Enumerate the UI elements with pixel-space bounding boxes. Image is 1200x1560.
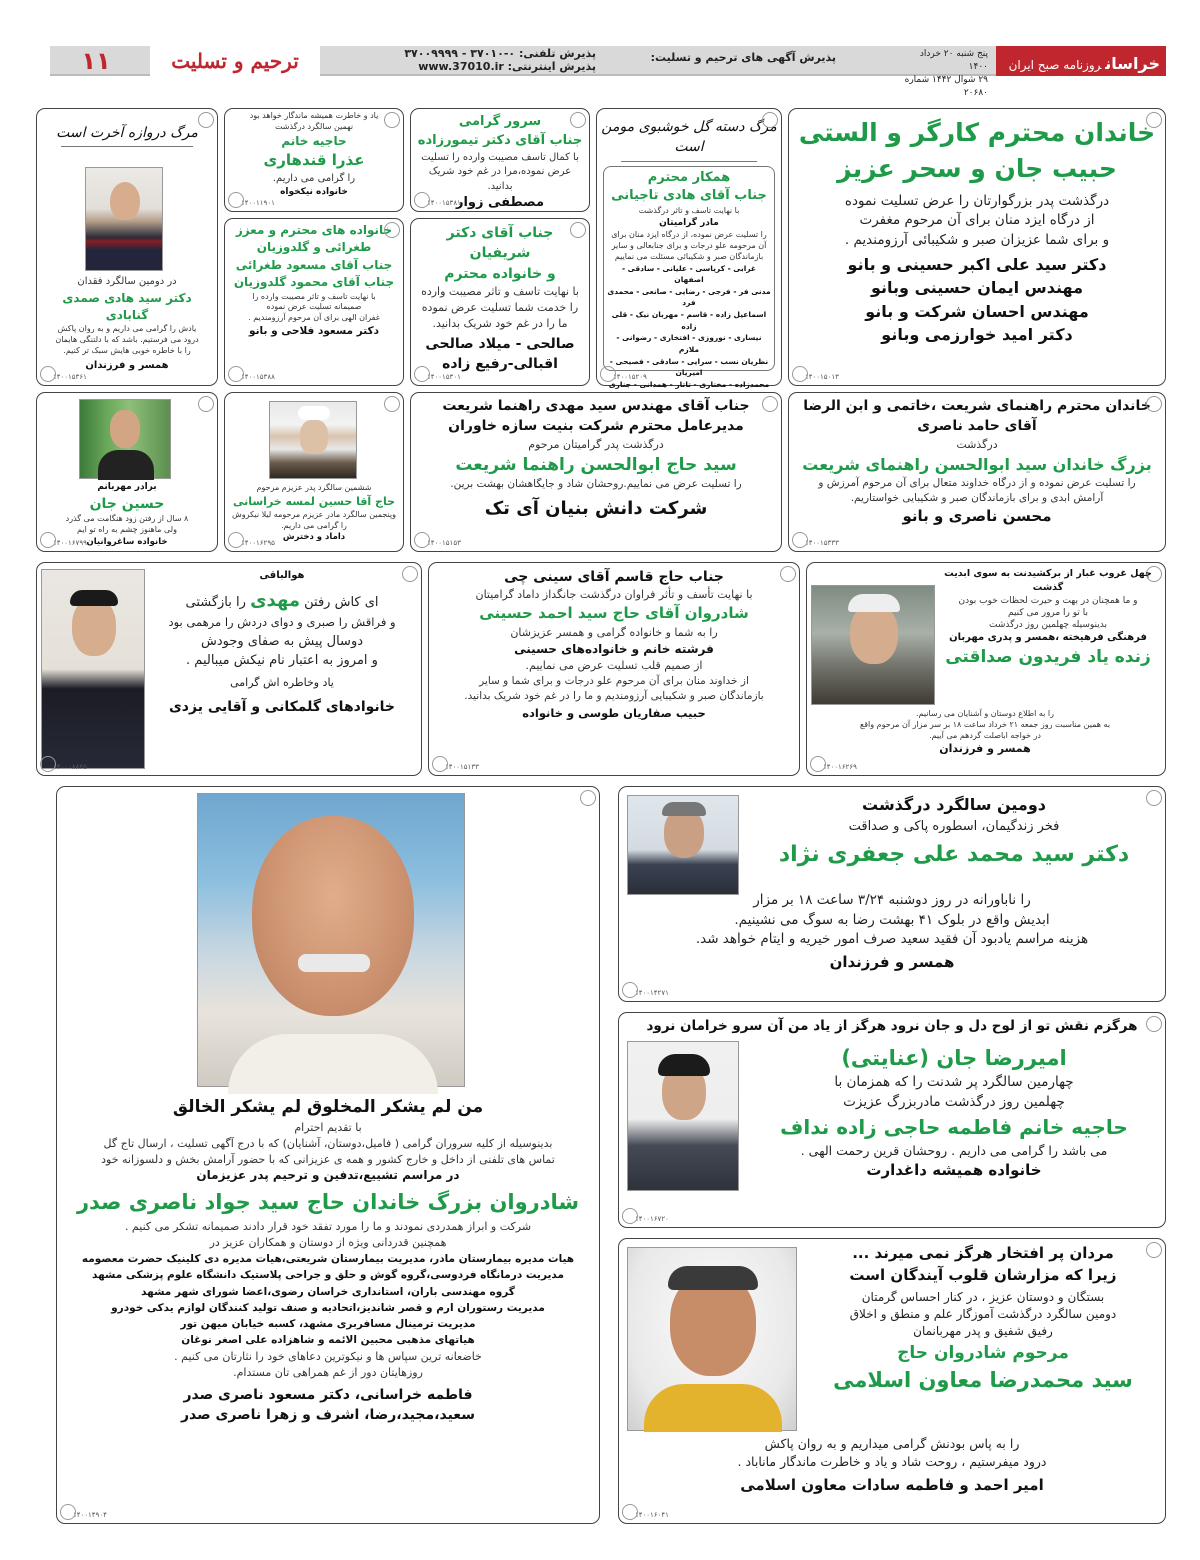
ad-text: و برای شما عزیزان صبر و شکیبائی آرزومندیم . <box>844 231 1110 248</box>
reception-label: پذیرش آگهی های ترحیم و تسلیت: <box>650 51 836 64</box>
ad-signature: محسن ناصری و بانو <box>902 507 1052 526</box>
ad-text: با تو را مرور می کنیم <box>1007 607 1089 618</box>
portrait-photo <box>85 167 163 271</box>
ad-code: ۱۴۰۰۱۵۲۰۹ <box>613 372 647 381</box>
ad-code: ۱۴۰۰۱۴۹۰۴ <box>73 1510 107 1519</box>
ad-text: رفیق شفیق و پدر مهربانمان <box>913 1324 1053 1339</box>
ad-text: از خداوند منان برای آن مرحوم علو درجات و برای شما و سایر <box>479 675 749 688</box>
ad-text: با تقدیم احترام <box>294 1120 362 1134</box>
ad-hossein-jan <box>36 392 218 552</box>
ad-title: دکتر سید هادی صمدی گنابادی <box>62 290 192 322</box>
ad-signature: مهندس احسان شرکت و بانو <box>865 301 1089 321</box>
ad-rahnama-shariat-1 <box>788 392 1166 552</box>
ad-text: دوسال پیش به صفای وجودش <box>200 634 364 650</box>
ad-signature: دکتر سید علی اکبر حسینی و بانو <box>847 255 1107 275</box>
ad-text: را گرامی می داریم. <box>272 172 356 184</box>
portrait-photo <box>269 401 357 479</box>
hair-shape <box>668 1266 758 1290</box>
ad-signature: خانوادهای گلمکانی و آقایی یزدی <box>168 698 396 715</box>
ad-title: بزرگ خاندان سید ابوالحسن راهنمای شریعت <box>802 454 1152 474</box>
ad-text: را تسلیت عرض نموده، از درگاه ایزد منان برای آن مرحومه علو درجات و برای جنابعالی و سایر بازماندگان صبر و شکیبائی مسئلت می نماییم <box>611 230 767 261</box>
ad-text: درگذشت پدر بزرگوارتان را عرض تسلیت نموده <box>844 192 1110 209</box>
ad-text: و امروز به اعتبار نام نیکش میبالیم . <box>186 653 378 669</box>
ad-code: ۱۴۰۰۱۶۷۲۰ <box>635 1214 669 1223</box>
face-shape <box>850 604 898 664</box>
ad-samadi-gonabadi <box>36 108 218 386</box>
ad-teymourzadeh <box>410 108 590 212</box>
ad-title: فرشته خانم و خانواده‌های حسینی <box>514 641 714 656</box>
ad-text: بستگان و دوستان عزیز ، در کنار احساس گرمتان <box>861 1289 1105 1304</box>
face-shape <box>300 420 328 454</box>
portrait-photo <box>41 569 145 769</box>
ad-title: حاجیه خانم <box>281 133 347 148</box>
ad-text: با نهایت تأسف و تأثر فراوان درگذشت جانگداز داماد گرامیتان <box>475 588 753 602</box>
ad-text: چهلمین روز درگذشت مادربزرگ عزیزت <box>843 1094 1065 1110</box>
ad-title: حسین جان <box>89 496 165 513</box>
ad-title: عذرا قندهاری <box>263 150 365 169</box>
ad-text: را ناباورانه در روز دوشنبه ۳/۲۴ ساعت ۱۸ بر مزار <box>753 892 1031 908</box>
ad-text: صمیمانه تسلیت عرض نموده <box>266 302 362 312</box>
ad-signature: مهندس ایمان حسینی وبانو <box>871 278 1083 298</box>
ad-code: ۱۴۰۰۱۱۹۰۱ <box>241 198 275 207</box>
ad-signature: مصطفی زوار <box>455 195 545 211</box>
ad-text: بدینوسیله از کلیه سروران گرامی ( فامیل،دوستان، آشنایان) که با درج آگهی تسلیت ، ارسال تاج گل <box>103 1136 553 1150</box>
ad-thanks-list: هیات مدیره بیمارستان مادر، مدیریت بیمارستان شریعتی،هیات مدیره دی کلینیک حضرت معصومه مدیریت درمانگاه فردوسی،گروه گوش و حلق و جراحی پلاستیک دانشگاه علوم پزشکی مشهد گروه مهندسی باران، استانداری خراسان رضوی،اعضا شورای شهر مشهد مدیریت رستوران ارم و قصر شاندیز،اتحادیه و صنف تولید کنندگان لوازم یدکی خودرو مدیریت ترمینال مسافربری مشهد، کسبه خیابان میهن تور هیاتهای مذهبی محبین الائمه و شاهزاده علی اصغر نوغان <box>81 1253 575 1347</box>
newspaper-brand: خراسانروزنامه صبح ایران <box>996 46 1166 76</box>
ad-text: می باشد را گرامی می داریم . روحشان قرین رحمت الهی . <box>800 1142 1108 1158</box>
ad-title: خاندان محترم کارگر و الستی <box>798 118 1156 147</box>
section-title: ترحیم و تسلیت <box>150 46 320 76</box>
portrait-photo <box>811 585 935 705</box>
ad-code: ۱۴۰۰۱۵۳۶۱ <box>53 372 87 381</box>
ad-title: طغرائی و گلدوزیان <box>256 240 372 255</box>
ad-signature: دکتر امید خوارزمی وبانو <box>881 324 1073 344</box>
ad-signature: همسر و فرزندان <box>939 742 1031 756</box>
ad-title: سید حاج ابوالحسن راهنما شریعت <box>455 454 737 475</box>
ad-lamseh-khorasani <box>224 392 404 552</box>
ad-text: شرکت و ابراز همدردی نمودند و ما را مورد تفقد خود قرار دادند صمیمانه تشکر می کنیم . <box>124 1220 532 1234</box>
ad-karegar-alasti <box>788 108 1166 386</box>
ad-code: ۱۴۰۰۱۵۳۳۳ <box>805 538 839 547</box>
ad-text: در مراسم تشییع،تدفین و ترحیم پدر عزیزمان <box>196 1168 460 1183</box>
ad-title: جناب آقای محمود گلدوزیان <box>233 275 395 290</box>
ad-names: غرابی - کریاسی - علیانی - سادقی - اصفهان مدنی فر - فرجی - رضایی - صانعی - محمدی فرد اسماعیل زاده - قاسم - مهربان نیک - قلی زاده نیساری - نوروزی - افتخاری - رضوانی - ملازم نظریان نسب - سرایی - سادقی - فصیحی - امیریان محمدزاده - مختاری - تاتار - همدانی - جناری <box>607 263 771 389</box>
ad-ghandehari <box>224 108 404 212</box>
ad-text: را به اطلاع دوستان و آشنایان می رسانیم. <box>915 709 1055 718</box>
shirt-shape <box>644 1384 782 1432</box>
clothing-shape <box>98 450 154 480</box>
ad-code: ۱۴۰۰۱۵۱۳۳ <box>445 762 479 771</box>
ad-text: خاضعانه ترین سپاس ها و نیکوترین دعاهای خود را نثارتان می کنیم . <box>174 1349 482 1363</box>
ad-code: ۱۴۰۰۱۵۳۸۸ <box>241 372 275 381</box>
ad-text: را تسلیت عرض نموده و از درگاه خداوند متعال برای آن مرحوم آمرزش و <box>818 476 1136 489</box>
ad-text: مردان پر افتخار هرگز نمی میرند ... <box>852 1244 1114 1262</box>
ad-title: جناب آقای هادی تاجیانی <box>611 188 767 204</box>
ad-text: روزهایتان دور از غم همراهی تان مستدام. <box>233 1365 423 1379</box>
ad-title: مهدی <box>250 589 300 611</box>
ad-text: ششمین سالگرد پدر عزیزم مرحوم <box>256 483 372 492</box>
ad-title: جناب آقای مهندس سید مهدی راهنما شریعت <box>442 398 750 414</box>
ad-text: چهل غروب غبار از برکشیدنت به سوی ابدیت گذشت <box>944 568 1152 593</box>
ad-text: وپنجمین سالگرد مادر عزیزم مرحومه لیلا نیکروش <box>231 509 397 519</box>
ad-sharifian <box>410 218 590 386</box>
ad-text: از درگاه ایزد منان برای آن مرحوم مغفرت <box>859 212 1095 229</box>
ad-title: دکتر سید محمد علی جعفری نژاد <box>778 842 1130 868</box>
ad-signature: شرکت دانش بنیان آی تک <box>484 498 708 520</box>
ad-title: حاجیه خانم فاطمه حاجی زاده نداف <box>780 1114 1128 1139</box>
ad-signature: خانواده نیکخواه <box>280 187 348 198</box>
ad-text: را خدمت شما تسلیت عرض نموده <box>421 300 579 314</box>
ad-signature: داماد و دخترش <box>282 532 346 543</box>
ad-text: با نهایت تاسف و تاثر درگذشت <box>638 206 740 216</box>
ad-text: هزینه مراسم یادبود آن فقید سعید صرف امور خیریه و ایتام خواهد شد. <box>695 931 1089 948</box>
ad-text: دومین سالگرد درگذشت آموزگار علم و منطق و اخلاق <box>849 1306 1117 1321</box>
ad-text: همچنین قدردانی ویژه از دوستان و همکاران عزیز در <box>209 1236 447 1250</box>
ad-text: درود میفرستیم ، روحت شاد و یاد و خاطرت ماندگار ماناباد . <box>737 1454 1047 1470</box>
ad-signature: امیر احمد و فاطمه سادات معاون اسلامی <box>740 1476 1044 1495</box>
ad-signature: فاطمه خراسانی، دکتر مسعود ناصری صدر <box>183 1386 473 1403</box>
divider <box>61 146 193 147</box>
ad-text: را با خاطره خوبی هایش سبک تر کنیم. <box>63 345 191 355</box>
ad-text: را به پاس بودنش گرامی میداریم و به روان پاکش <box>764 1436 1020 1451</box>
ad-text: درگذشت <box>956 437 998 451</box>
ad-code: ۱۴۰۰۰۸۸۲۵ <box>53 762 87 771</box>
ad-text: عرض نموده،مرا در غم خود شریک بدانید. <box>428 166 572 192</box>
ad-sinichi <box>428 562 800 776</box>
ad-signature: خانواده ساغروانیان <box>86 536 168 547</box>
ad-title: خاندان محترم راهنمای شریعت ،خاتمی و ابن الرضا <box>803 398 1151 414</box>
ad-text: و فراقش را صبری و دوای دردش را مرهمی بود <box>168 614 396 629</box>
hair-shape <box>662 802 706 816</box>
ad-title: حاج آقا حسین لمسه خراسانی <box>232 494 396 508</box>
ad-heading: هوالباقی <box>259 570 305 581</box>
portrait-photo <box>197 793 465 1087</box>
ad-toghraei-goldouzian <box>224 218 404 386</box>
ad-code: ۱۴۰۰۱۵۱۵۳ <box>427 538 461 547</box>
ad-text: ولی ماهنوز چشم به راه تو ایم <box>77 525 177 535</box>
ad-title: خانواده های محترم و معزز <box>235 223 393 237</box>
ad-code: ۱۴۰۰۱۵۰۱۳ <box>805 372 839 381</box>
ad-naseri-sadr <box>56 786 600 1524</box>
ad-text: یاد و خاطرت همیشه ماندگار خواهد بود <box>249 111 379 120</box>
ad-title: شادروان بزرگ خاندان حاج سید جواد ناصری صدر <box>76 1189 580 1214</box>
ad-quote: مرگ دروازه آخرت است <box>56 125 198 141</box>
ad-title: من لم یشکر المخلوق لم یشکر الخالق <box>172 1097 484 1117</box>
ad-text: با نهایت تاسف و تاثر مصیبت وارده <box>421 284 579 298</box>
ad-text: از صمیم قلب تسلیت عرض می نماییم. <box>525 659 703 673</box>
ad-text: ابدیش واقع در بلوک ۴۱ بهشت رضا به سوگ می نشینیم. <box>734 911 1050 928</box>
ad-text: مادر گرامیتان <box>659 218 719 229</box>
ad-title: مرحوم شادروان حاج <box>897 1342 1069 1363</box>
ad-title: جناب آقای دکتر شریفیان <box>446 225 554 262</box>
ad-text: و ما همچنان در بهت و حیرت لحظات خوب بودن <box>958 595 1138 606</box>
ad-text: را تسلیت عرض می نماییم.روحشان شاد و جایگاهشان بهشت برین. <box>450 478 742 491</box>
ad-text: در خواجه اباصلت گردهم می آییم. <box>929 730 1041 740</box>
ad-text: ۸ سال از رفتن زود هنگامت می گذرد <box>65 514 189 524</box>
ad-code: ۱۴۰۰۱۶۷۹۹ <box>53 538 87 547</box>
ad-text: هرگزم نقش تو از لوح دل و جان نرود هرگز از یاد من آن سرو خرامان نرود <box>646 1018 1138 1034</box>
ad-text: فرهنگی فرهیخته ،همسر و پدری مهربان <box>949 631 1147 643</box>
ad-code: ۱۴۰۰۱۶۰۴۱ <box>635 1510 669 1519</box>
ad-text: بدینوسیله چهلمین روز درگذشت <box>989 619 1107 630</box>
shirt-shape <box>228 1034 438 1094</box>
ad-title: همکار محترم <box>647 169 731 185</box>
ad-title: امیررضا جان (عنایتی) <box>841 1046 1067 1070</box>
ad-title: مدیرعامل محترم شرکت بنیت سازه خاوران <box>448 418 744 435</box>
face-shape <box>252 816 414 1016</box>
hair-shape <box>848 594 900 612</box>
ad-amirreza-enayati <box>618 1012 1166 1228</box>
ad-title: و خانواده محترم <box>444 265 556 282</box>
ad-text: زیرا که مزارشان قلوب آیندگان است <box>849 1265 1117 1284</box>
ad-fereydoun-sedaghati <box>806 562 1166 776</box>
ad-signature: حبیب صفاریان طوسی و خانواده <box>522 705 706 720</box>
ad-signature: همسر و فرزندان <box>829 952 955 971</box>
ad-code: ۱۴۰۰۱۴۲۷۱ <box>635 988 669 997</box>
ad-signature: صالحی - میلاد صالحی <box>425 335 575 352</box>
ad-tajiani <box>596 108 782 389</box>
ad-quote: مرگ دسته گل خوشبوی مومن است <box>601 119 777 156</box>
ad-code: ۱۴۰۰۱۶۲۶۹ <box>823 762 857 771</box>
ad-text: با نهایت تاسف و تاثر مصیبت وارده را <box>252 291 376 301</box>
portrait-photo <box>627 1247 797 1431</box>
ad-title: سید محمدرضا معاون اسلامی <box>833 1368 1133 1393</box>
reception-phone: پذیرش تلفنی: ۰-۳۷۰۱۰ - ۳۷۰۰۹۹۹۹ پذیرش اینترنتی: www.37010.ir <box>404 47 596 73</box>
ad-title: جناب حاج قاسم آقای سینی چی <box>504 569 724 585</box>
ad-text: به همین مناسبت روز جمعه ۲۱ خرداد ساعت ۱۸ بر سر مزار آن مرحوم واقع <box>859 719 1111 729</box>
ad-text: با کمال تاسف مصیبت وارده را تسلیت <box>421 151 579 163</box>
ad-code: ۱۴۰۰۱۵۳۰۱ <box>427 372 461 381</box>
ad-text: برادر مهربانم <box>97 482 157 492</box>
ad-text: را به شما و خانواده گرامی و همسر عزیزشان <box>510 625 718 639</box>
face-shape <box>110 182 140 220</box>
face-shape <box>110 410 140 448</box>
ad-text: یادش را گرامی می داریم و به روان پاکش <box>57 324 197 334</box>
ad-title: آقای حامد ناصری <box>917 418 1037 435</box>
ad-text: در دومین سالگرد فقدان <box>77 276 177 287</box>
ad-signature: سعید،مجید،رضا، اشرف و زهرا ناصری صدر <box>181 1406 475 1423</box>
ad-text: بازماندگان صبر و شکیبایی آرزومندیم و ما را در غم خود شریک بدانید. <box>464 690 764 703</box>
ad-code: ۱۴۰۰۱۵۳۸۱ <box>427 198 461 207</box>
ad-text: چهارمین سالگرد پر شدنت را که همزمان با <box>834 1074 1074 1091</box>
page-header <box>50 46 1166 98</box>
turban-shape <box>298 406 330 420</box>
ad-heading: دومین سالگرد درگذشت <box>862 795 1046 814</box>
ad-code: ۱۴۰۰۱۶۲۹۵ <box>241 538 275 547</box>
ad-jafari-nejad <box>618 786 1166 1002</box>
ad-text: را گرامی می داریم. <box>281 520 347 530</box>
face-shape <box>72 598 116 656</box>
ad-subtitle: حبیب جان و سحر عزیز <box>837 154 1117 184</box>
ad-text: فخر زندگیمان، اسطوره پاکی و صداقت <box>848 819 1060 835</box>
ad-text: درود می فرستیم. باشد که با دلتنگی هایمان <box>55 335 199 345</box>
ad-title: زنده یاد فریدون صداقتی <box>945 647 1151 668</box>
page-number: ۱۱ <box>81 47 111 75</box>
ad-signature: همسر و فرزندان <box>85 359 169 371</box>
portrait-photo <box>627 1041 739 1191</box>
ad-text: درگذشت پدر گرامیتان مرحوم <box>528 437 664 451</box>
ad-title: جناب آقای دکتر تیمورزاده <box>417 132 583 148</box>
ad-text: غفران الهی برای آن مرحوم آرزومندیم . <box>248 313 380 323</box>
ad-title: شادروان آقای حاج سید احمد حسینی <box>479 604 749 623</box>
ad-signature: خانواده همیشه داغدارت <box>866 1160 1042 1179</box>
ad-text: نهمین سالگرد درگذشت <box>274 121 354 131</box>
ad-title: سرور گرامی <box>458 114 542 129</box>
mustache-shape <box>298 954 370 972</box>
portrait-photo <box>627 795 739 895</box>
ad-text: ای کاش رفتن مهدی را بازگشتی <box>185 589 379 611</box>
ad-text: تماس های تلفنی از داخل و خارج کشور و همه ی عزیزانی که با حضور آرامش بخش و دلسوزانه خود <box>101 1152 555 1166</box>
ad-title: جناب آقای مسعود طغرائی <box>235 257 393 272</box>
divider <box>621 161 757 162</box>
ad-signature: دکتر مسعود فلاحی و بانو <box>249 324 379 337</box>
portrait-photo <box>79 399 171 479</box>
ad-mehdi <box>36 562 422 776</box>
ad-moaven-eslami <box>618 1238 1166 1524</box>
ad-text: آرامش ابدی و برای بازماندگان صبر و شکیبایی خواستاریم. <box>850 491 1104 504</box>
ad-text: یاد وخاطره اش گرامی <box>230 675 334 689</box>
ad-text: ما را در غم خود شریک بدانید. <box>432 316 568 330</box>
issue-date: پنج شنبه ۲۰ خرداد ۱۴۰۰ ۲۹ شوال ۱۴۴۲ شماره ۲۰۶۸۰ <box>904 49 988 98</box>
hair-shape <box>70 590 118 606</box>
ad-signature: اقبالی-رفیع زاده <box>442 356 558 372</box>
ad-rahnama-shariat-2 <box>410 392 782 552</box>
hair-shape <box>658 1054 710 1076</box>
